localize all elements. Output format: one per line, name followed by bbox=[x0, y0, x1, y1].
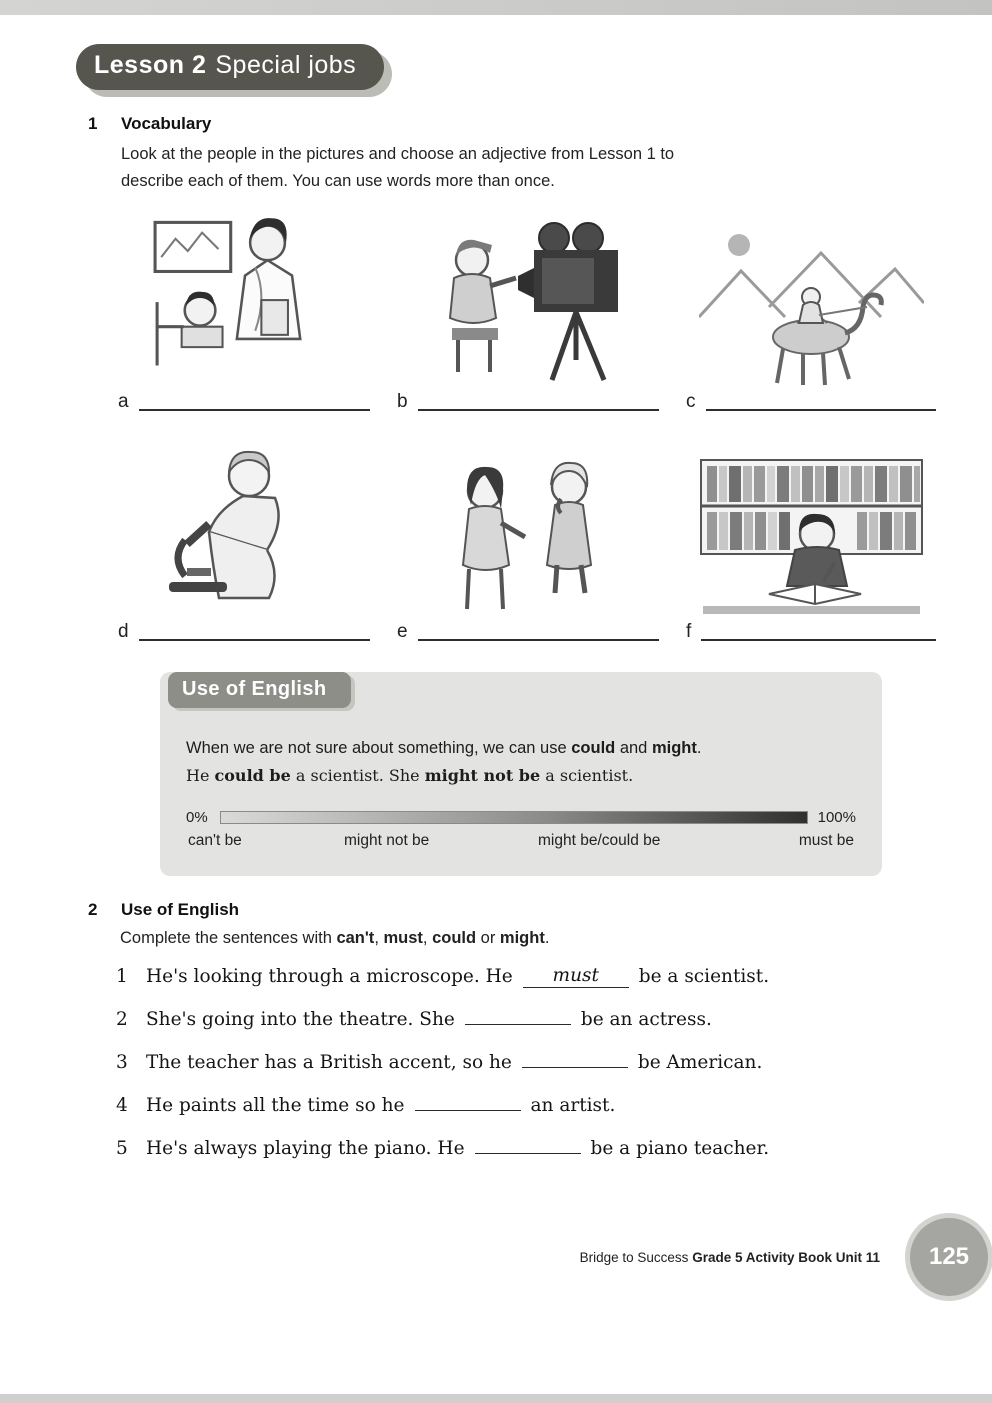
answer-a-label: a bbox=[118, 391, 129, 412]
certainty-scale-labels bbox=[186, 832, 856, 854]
exercise-instruction-text-2: , bbox=[374, 929, 384, 947]
exercise-instruction-text-1: Complete the sentences with bbox=[120, 929, 337, 947]
camel-rider-illustration bbox=[699, 223, 924, 388]
sentence-2-before: She's going into the theatre. She bbox=[146, 1009, 455, 1030]
sentence-1-blank bbox=[523, 966, 629, 988]
answer-d-label: d bbox=[118, 621, 129, 642]
sentence-2-number: 2 bbox=[116, 1009, 128, 1030]
sentence-5-after: be a piano teacher. bbox=[590, 1138, 770, 1159]
page-top-edge bbox=[0, 0, 992, 15]
sentence-2 bbox=[116, 1009, 896, 1052]
section-2-title: Use of English bbox=[121, 900, 240, 919]
picture-b bbox=[397, 208, 659, 388]
example-text-2: a scientist. She bbox=[290, 765, 425, 785]
example-text-1: He bbox=[186, 765, 215, 785]
rule-bold-might: might bbox=[651, 739, 697, 757]
exercise-instruction-text-3: , bbox=[422, 929, 433, 947]
vocabulary-instruction-line2: describe each of them. You can use words more than once. bbox=[121, 171, 555, 190]
answer-c bbox=[686, 392, 936, 411]
certainty-scale-bar-row bbox=[186, 809, 856, 826]
exercise-instructions bbox=[120, 929, 549, 948]
boy-in-library-illustration-svg bbox=[699, 458, 924, 618]
sentence-4 bbox=[116, 1095, 896, 1138]
sentence-3-after: be American. bbox=[637, 1052, 763, 1073]
rule-bold-could: could bbox=[571, 739, 616, 757]
sentence-1-after: be a scientist. bbox=[638, 966, 770, 987]
certainty-scale bbox=[186, 809, 856, 854]
answer-c-blank-line bbox=[706, 398, 937, 411]
section-1-title: Vocabulary bbox=[121, 114, 212, 133]
exercise-instruction-bold-might: might bbox=[499, 929, 545, 947]
scale-max-label: 100% bbox=[817, 808, 856, 826]
lesson-number: Lesson 2 bbox=[94, 51, 207, 79]
cameraman-illustration bbox=[416, 208, 641, 388]
sentence-2-blank bbox=[465, 1024, 571, 1025]
doctor-and-child-illustration-svg bbox=[146, 204, 342, 388]
answer-f-label: f bbox=[686, 621, 692, 642]
exercise-sentences bbox=[116, 966, 896, 1181]
pictures-row-1 bbox=[118, 198, 936, 388]
answer-d-blank-line bbox=[139, 628, 370, 641]
sentence-4-before: He paints all the time so he bbox=[146, 1095, 405, 1116]
example-text-3: a scientist. bbox=[540, 765, 634, 785]
answer-f bbox=[686, 622, 936, 641]
scale-label-cant-be: can't be bbox=[188, 831, 242, 849]
exercise-instruction-bold-could: could bbox=[432, 929, 477, 947]
exercise-instruction-text-5: . bbox=[544, 929, 550, 947]
rule-text-1: When we are not sure about something, we can use bbox=[186, 739, 572, 757]
page-number: 125 bbox=[928, 1243, 970, 1270]
answer-e bbox=[397, 622, 659, 641]
boy-in-library-illustration bbox=[699, 458, 924, 618]
answer-a bbox=[118, 392, 370, 411]
rule-text-3: . bbox=[696, 739, 702, 757]
camel-rider-illustration-svg bbox=[699, 223, 924, 388]
lesson-header-badge bbox=[76, 44, 384, 90]
answer-c-label: c bbox=[686, 391, 696, 412]
sentence-5-blank bbox=[475, 1153, 581, 1154]
section-2-number: 2 bbox=[88, 900, 98, 919]
footer-series-name: Bridge to Success bbox=[579, 1250, 689, 1265]
rule-text-2: and bbox=[615, 739, 652, 757]
answer-b-blank-line bbox=[418, 398, 659, 411]
section-2-heading bbox=[88, 900, 239, 920]
sentence-3-before: The teacher has a British accent, so he bbox=[146, 1052, 512, 1073]
sentence-4-number: 4 bbox=[116, 1095, 128, 1116]
scientist-microscope-illustration-svg bbox=[157, 438, 332, 618]
picture-f bbox=[686, 458, 936, 618]
sentence-1 bbox=[116, 966, 896, 1009]
answer-row-1 bbox=[118, 392, 936, 411]
answer-d bbox=[118, 622, 370, 641]
answer-f-blank-line bbox=[701, 628, 936, 641]
scale-label-might-be-could-be: might be/could be bbox=[538, 831, 661, 849]
footer-book-title bbox=[580, 1250, 880, 1265]
section-1-heading bbox=[88, 114, 211, 134]
sentence-3-number: 3 bbox=[116, 1052, 128, 1073]
answer-a-blank-line bbox=[139, 398, 370, 411]
lesson-title: Special jobs bbox=[215, 51, 357, 79]
sentence-5-before: He's always playing the piano. He bbox=[146, 1138, 465, 1159]
example-bold-might-not-be: might not be bbox=[424, 765, 541, 785]
answer-e-blank-line bbox=[418, 628, 659, 641]
sentence-2-after: be an actress. bbox=[580, 1009, 712, 1030]
exercise-instruction-bold-cant: can't bbox=[336, 929, 375, 947]
two-women-talking-illustration bbox=[431, 443, 626, 618]
footer-book-name: Grade 5 Activity Book Unit 11 bbox=[692, 1250, 880, 1265]
scale-label-must-be: must be bbox=[798, 831, 854, 849]
scale-label-might-not-be: might not be bbox=[344, 831, 430, 849]
sentence-5-number: 5 bbox=[116, 1138, 128, 1159]
exercise-instruction-bold-must: must bbox=[383, 929, 423, 947]
picture-d bbox=[118, 438, 370, 618]
exercise-instruction-text-4: or bbox=[476, 929, 500, 947]
sentence-1-number: 1 bbox=[116, 966, 128, 987]
picture-e bbox=[397, 443, 659, 618]
vocabulary-instructions bbox=[121, 141, 841, 194]
certainty-gradient-bar bbox=[220, 811, 808, 824]
answer-b-label: b bbox=[397, 391, 408, 412]
sentence-3 bbox=[116, 1052, 896, 1095]
pictures-row-2 bbox=[118, 432, 936, 618]
sentence-1-before: He's looking through a microscope. He bbox=[146, 966, 513, 987]
scientist-microscope-illustration bbox=[157, 438, 332, 618]
answer-b bbox=[397, 392, 659, 411]
use-of-english-rule-line bbox=[186, 736, 856, 761]
sentence-4-blank bbox=[415, 1110, 521, 1111]
picture-c bbox=[686, 223, 936, 388]
vocabulary-instruction-line1: Look at the people in the pictures and choose an adjective from Lesson 1 to bbox=[121, 145, 675, 163]
page-number-badge bbox=[910, 1218, 988, 1296]
sentence-3-blank bbox=[522, 1067, 628, 1068]
page-bottom-edge bbox=[0, 1394, 992, 1403]
cameraman-illustration-svg bbox=[416, 208, 641, 388]
sentence-4-after: an artist. bbox=[530, 1095, 616, 1116]
section-1-number: 1 bbox=[88, 114, 98, 133]
answer-e-label: e bbox=[397, 621, 408, 642]
two-women-talking-illustration-svg bbox=[431, 443, 626, 618]
sentence-1-answer: must bbox=[552, 965, 599, 986]
use-of-english-example-line bbox=[186, 766, 856, 785]
answer-row-2 bbox=[118, 622, 936, 641]
doctor-and-child-illustration bbox=[146, 204, 342, 388]
example-bold-could-be: could be bbox=[214, 765, 291, 785]
use-of-english-box-title: Use of English bbox=[168, 672, 351, 708]
use-of-english-box bbox=[160, 672, 882, 876]
scale-min-label: 0% bbox=[186, 808, 208, 826]
picture-a bbox=[118, 204, 370, 388]
sentence-5 bbox=[116, 1138, 896, 1181]
